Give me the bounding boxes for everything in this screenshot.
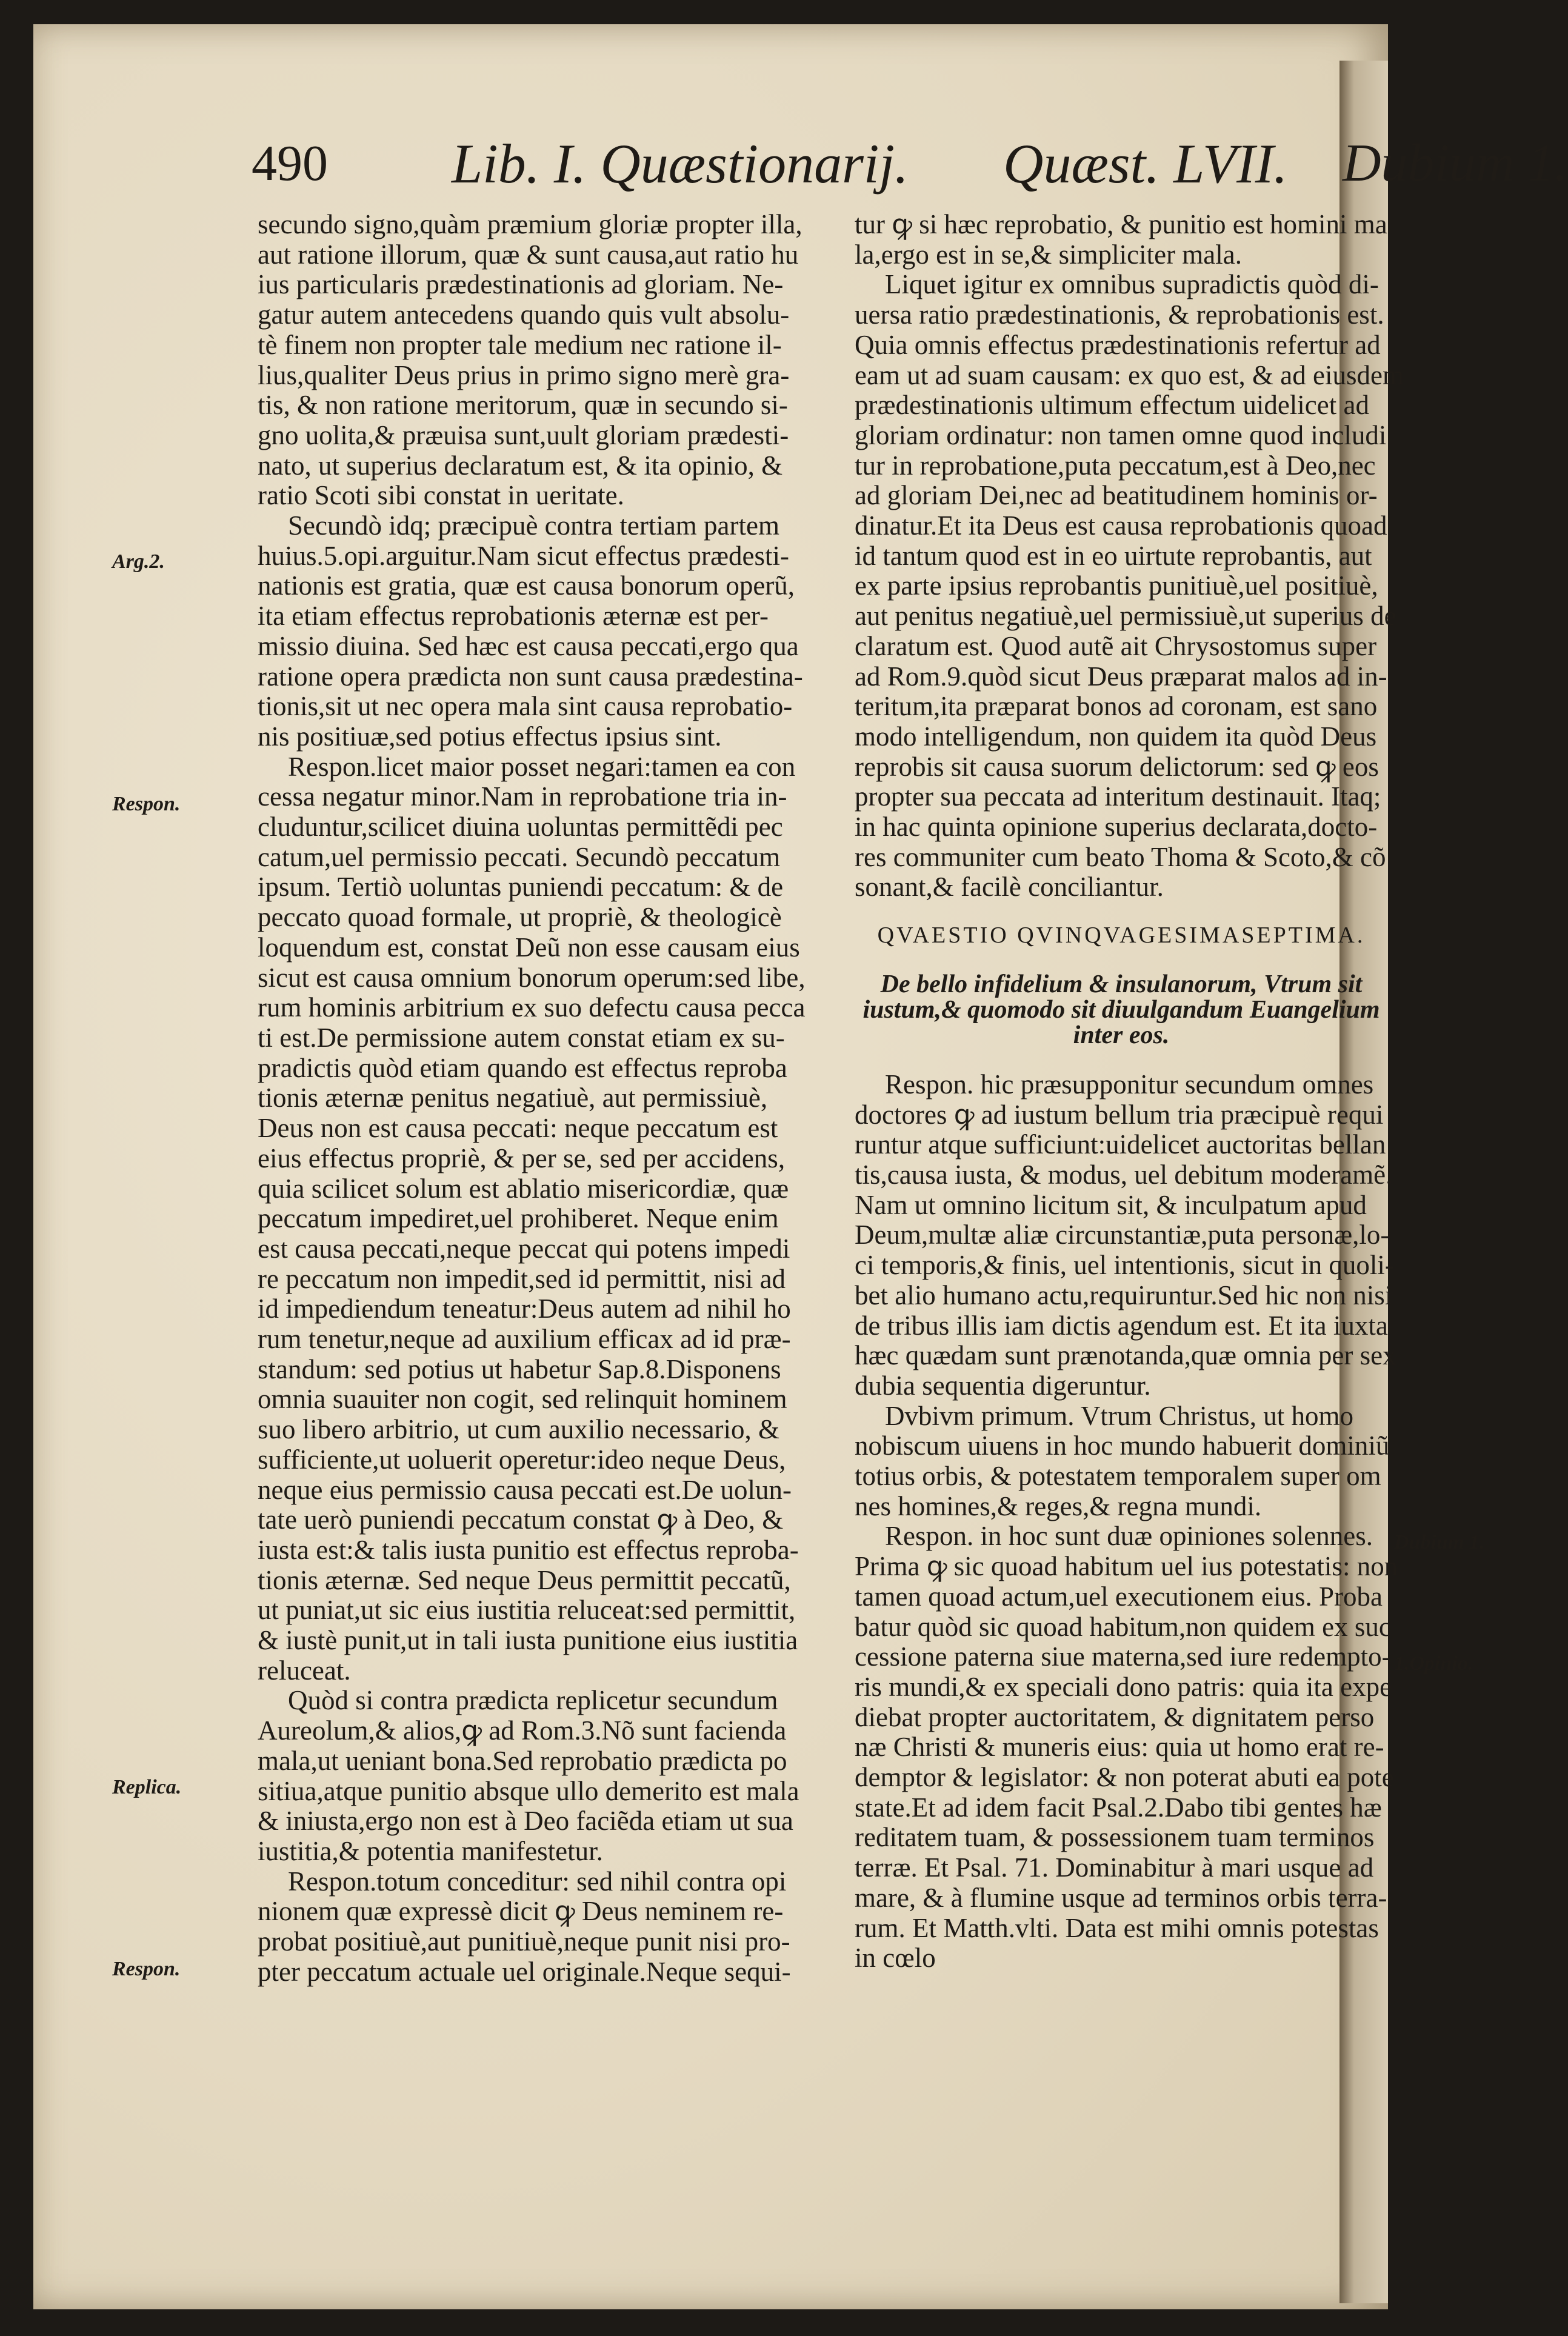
running-header: [252, 121, 1568, 206]
text-line: tionis æternæ penitus negatiuè, aut permissiuè,: [258, 1083, 768, 1113]
text-line: quia scilicet solum est ablatio misericordiæ, quæ: [258, 1173, 789, 1204]
right-column-text-b: [855, 1069, 1398, 1974]
question-title: QVAESTIO QVINQVAGESIMASEPTIMA.: [877, 923, 1366, 949]
text-line: probat positiuè,aut punitiuè,neque punit nisi pro-: [258, 1926, 790, 1957]
text-line: ris mundi,& ex speciali dono patris: quia ita expe: [855, 1671, 1392, 1702]
text-line: tis, & non ratione meritorum, quæ in secundo si-: [258, 390, 788, 421]
margin-note-dubium: Dubium 1.: [1394, 1531, 1485, 1553]
text-line: Liquet igitur ex omnibus supradictis quòd di-: [885, 269, 1379, 300]
header-question: Quæst. LVII.: [1003, 133, 1288, 195]
text-line: catum,uel permissio peccati. Secundò peccatum: [258, 841, 781, 872]
text-line: ci temporis,& finis, uel intentionis, sicut in quoli-: [855, 1250, 1394, 1281]
text-line: Aureolum,& alios,ꝙ ad Rom.3.Nõ sunt facienda: [258, 1715, 787, 1746]
text-line: cessione paterna siue materna,sed iure redempto-: [855, 1641, 1391, 1672]
text-line: nes homines,& reges,& regna mundi.: [855, 1490, 1262, 1521]
header-book: Lib. I. Quæstionarij.: [452, 133, 909, 195]
text-line: la,ergo est in se,& simpliciter mala.: [855, 239, 1243, 270]
margin-note-arg: Arg.2.: [112, 550, 165, 573]
text-line: doctores ꝙ ad iustum bellum tria præcipuè requi: [855, 1099, 1384, 1130]
text-line: reditatem tuam, & possessionem tuam terminos: [855, 1822, 1375, 1853]
text-line: & iniusta,ergo non est à Deo faciẽda etiam ut sua: [258, 1806, 793, 1837]
text-line: missio diuina. Sed hæc est causa peccati,ergo qua: [258, 630, 799, 661]
text-line: næ Christi & muneris eius: quia ut homo erat re-: [855, 1732, 1384, 1763]
text-line: terræ. Et Psal. 71. Dominabitur à mari usque ad: [855, 1852, 1374, 1883]
text-line: totius orbis, & potestatem temporalem super om: [855, 1461, 1381, 1492]
text-line: Nam ut omnino licitum sit, & inculpatum apud: [855, 1189, 1367, 1220]
text-line: standum: sed potius ut habetur Sap.8.Disponens: [258, 1353, 781, 1384]
text-line: prædestinationis ultimum effectum uidelicet ad: [855, 390, 1369, 421]
text-line: teritum,ita præparat bonos ad coronam, est sano: [855, 691, 1378, 722]
text-line: runtur atque sufficiunt:uidelicet auctoritas bellan: [855, 1129, 1386, 1160]
text-line: neque eius permissio causa peccati est.De uolun-: [258, 1474, 792, 1505]
text-line: gatur autem antecedens quando quis vult absolu-: [258, 299, 790, 330]
text-line: loquendum est, constat Deũ non esse causam eius: [258, 932, 800, 963]
text-line: Prima ꝙ sic quoad habitum uel ius potestatis: non: [855, 1551, 1398, 1582]
text-line: propter sua peccata ad interitum destinauit. Itaq;: [855, 781, 1381, 812]
text-line: res communiter cum beato Thoma & Scoto,& cõ: [855, 841, 1386, 872]
text-line: ius particularis prædestinationis ad gloriam. Ne-: [258, 269, 784, 300]
text-line: tè finem non propter tale medium nec ratione il-: [258, 329, 782, 360]
text-line: pradictis quòd etiam quando est effectus reproba: [258, 1052, 787, 1083]
text-line: nato, ut superius declaratum est, & ita opinio, &: [258, 450, 783, 481]
right-text-column: [855, 209, 1404, 1974]
text-line: sicut est causa omnium bonorum operum:sed libe,: [258, 962, 806, 993]
header-dubium: Dubium 1.: [1343, 134, 1568, 193]
text-line: eius effectus propriè, & per se, sed per accidens,: [258, 1143, 786, 1173]
text-line: gloriam ordinatur: non tamen omne quod includi: [855, 419, 1387, 450]
text-line: cluduntur,scilicet diuina uoluntas permittẽdi pec: [258, 812, 783, 843]
text-line: id impediendum teneatur:Deus autem ad nihil ho: [258, 1293, 791, 1324]
right-column-text-a: [855, 209, 1404, 903]
text-line: tionis æternæ. Sed neque Deus permittit peccatũ,: [258, 1564, 791, 1595]
text-line: lius,qualiter Deus prius in primo signo merè gra-: [258, 359, 790, 390]
text-line: nationis est gratia, quæ est causa bonorum operũ,: [258, 570, 795, 601]
text-line: ad gloriam Dei,nec ad beatitudinem hominis or-: [855, 480, 1378, 511]
margin-note-respon-2: Respon.: [112, 1958, 181, 1980]
text-line: ratione opera prædicta non sunt causa prædestina-: [258, 661, 803, 692]
page-number: 490: [252, 135, 328, 192]
text-line: Respon.licet maior posset negari:tamen ea con: [288, 751, 796, 782]
text-line: rum hominis arbitrium ex suo defectu causa pecca: [258, 992, 806, 1023]
text-line: ipsum. Tertiò uoluntas puniendi peccatum: & de: [258, 872, 784, 903]
text-line: suo libero arbitrio, ut cum auxilio necessario, &: [258, 1414, 780, 1445]
text-line: in hac quinta opinione superius declarata,docto-: [855, 812, 1378, 843]
text-line: Dvbivm primum. Vtrum Christus, ut homo: [885, 1400, 1353, 1431]
text-line: nis positiuæ,sed potius effectus ipsius sint.: [258, 721, 722, 752]
text-line: hæc quædam sunt prænotanda,quæ omnia per sex: [855, 1340, 1396, 1371]
text-line: Respon. in hoc sunt duæ opiniones solennes.: [885, 1521, 1373, 1552]
text-line: peccato quoad formale, ut propriè, & theologicè: [258, 902, 782, 933]
text-line: tur in reprobatione,puta peccatum,est à Deo,nec: [855, 450, 1376, 481]
text-line: batur quòd sic quoad habitum,non quidem ex suc: [855, 1611, 1391, 1642]
text-line: tur ꝙ si hæc reprobatio, & punitio est homini ma: [855, 209, 1387, 239]
text-line: Respon.totum conceditur: sed nihil contra opi: [288, 1866, 787, 1897]
text-line: tamen quoad actum,uel executionem eius. Proba: [855, 1581, 1383, 1612]
text-line: ut puniat,ut sic eius iustitia reluceat:sed permittit,: [258, 1595, 796, 1626]
text-line: reprobis sit causa suorum delictorum: sed ꝙ eos: [855, 751, 1379, 782]
text-line: reluceat.: [258, 1655, 351, 1686]
text-line: dinatur.Et ita Deus est causa reprobationis quoad: [855, 510, 1387, 541]
text-line: nionem quæ expressè dicit ꝙ Deus neminem re-: [258, 1896, 784, 1927]
text-line: pter peccatum actuale uel originale.Neque sequi-: [258, 1956, 791, 1987]
text-line: ti est.De permissione autem constat etiam ex su-: [258, 1022, 785, 1053]
text-line: demptor & legislator: & non poterat abuti ea pote: [855, 1762, 1394, 1793]
text-line: & iustè punit,ut in tali iusta punitione eius iustitia: [258, 1625, 798, 1656]
text-line: Quia omnis effectus prædestinationis refertur ad: [855, 329, 1381, 360]
text-line: eam ut ad suam causam: ex quo est, & ad eiusdem: [855, 359, 1404, 390]
margin-note-respon: Respon.: [112, 793, 181, 815]
text-line: mala,ut ueniant bona.Sed reprobatio prædicta po: [258, 1745, 787, 1776]
text-line: uersa ratio prædestinationis, & reprobationis est.: [855, 299, 1384, 330]
text-line: bet alio humano actu,requiruntur.Sed hic non nisi: [855, 1280, 1393, 1310]
text-line: id tantum quod est in eo uirtute reprobantis, aut: [855, 540, 1372, 571]
text-line: dubia sequentia digeruntur.: [855, 1370, 1151, 1401]
text-line: nobiscum uiuens in hoc mundo habuerit dominiũ: [855, 1430, 1390, 1461]
question-subtitle: De bello infidelium & insulanorum, Vtrum sit iustum,& quomodo sit diuulgandum Euangelium inter eos.: [862, 970, 1380, 1049]
text-line: Secundò idq; præcipuè contra tertiam partem: [288, 510, 779, 541]
margin-note-replica: Replica.: [112, 1776, 182, 1798]
text-line: sonant,& facilè conciliantur.: [855, 872, 1164, 903]
text-line: est causa peccati,neque peccat qui potens impedi: [258, 1233, 790, 1264]
text-line: ita etiam effectus reprobationis æternæ est per-: [258, 601, 769, 632]
text-line: peccatum impediret,uel prohiberet. Neque enim: [258, 1203, 779, 1234]
text-line: Quòd si contra prædicta replicetur secundum: [288, 1685, 778, 1716]
text-line: secundo signo,quàm præmium gloriæ propter illa,: [258, 209, 802, 239]
text-line: sitiua,atque punitio absque ullo demerito est mala: [258, 1775, 799, 1806]
text-line: ratio Scoti sibi constat in ueritate.: [258, 480, 624, 511]
margin-note-opinio: 1.Opinio.: [1394, 1652, 1473, 1675]
text-line: modo intelligendum, non quidem ita quòd Deus: [855, 721, 1377, 752]
text-line: tionis,sit ut nec opera mala sint causa reprobatio-: [258, 691, 793, 722]
text-line: ad Rom.9.quòd sicut Deus præparat malos ad in-: [855, 661, 1387, 692]
text-line: rum tenetur,neque ad auxilium efficax ad id præ-: [258, 1324, 791, 1355]
text-line: sufficiente,ut uoluerit operetur:ideo neque Deus,: [258, 1444, 786, 1475]
text-line: re peccatum non impedit,sed id permittit, nisi ad: [258, 1263, 786, 1294]
text-line: diebat propter auctoritatem, & dignitatem perso: [855, 1701, 1375, 1732]
text-line: omnia suauiter non cogit, sed relinquit hominem: [258, 1384, 787, 1415]
text-line: de tribus illis iam dictis agendum est. Et ita iuxta: [855, 1310, 1388, 1341]
text-line: Deum,multæ aliæ circunstantiæ,puta personæ,lo-: [855, 1220, 1390, 1250]
text-line: aut penitus negatiuè,uel permissiuè,ut superius de: [855, 601, 1396, 632]
text-line: state.Et ad idem facit Psal.2.Dabo tibi gentes hæ: [855, 1792, 1382, 1823]
text-line: in cœlo: [855, 1943, 936, 1974]
text-line: tate uerò puniendi peccatum constat ꝙ à Deo, &: [258, 1504, 784, 1535]
left-text-column: [258, 210, 818, 1987]
text-line: gno uolita,& præuisa sunt,uult gloriam prædesti-: [258, 419, 789, 450]
text-line: Respon. hic præsupponitur secundum omnes: [885, 1069, 1374, 1100]
text-line: iustitia,& potentia manifestetur.: [258, 1835, 603, 1866]
text-line: tis,causa iusta, & modus, uel debitum moderamẽ.: [855, 1159, 1393, 1190]
text-line: ex parte ipsius reprobantis punitiuè,uel positiuè,: [855, 570, 1378, 601]
text-line: claratum est. Quod autẽ ait Chrysostomus super: [855, 630, 1377, 661]
text-line: cessa negatur minor.Nam in reprobatione tria in-: [258, 781, 787, 812]
text-line: iusta est:& talis iusta punitio est effectus reproba-: [258, 1534, 799, 1565]
text-line: huius.5.opi.arguitur.Nam sicut effectus prædesti-: [258, 540, 789, 571]
text-line: Deus non est causa peccati: neque peccatum est: [258, 1113, 778, 1144]
text-line: mare, & à flumine usque ad terminos orbis terra-: [855, 1882, 1387, 1913]
text-line: aut ratione illorum, quæ & sunt causa,aut ratio hu: [258, 239, 799, 270]
text-line: rum. Et Matth.vlti. Data est mihi omnis potestas: [855, 1912, 1379, 1943]
book-page: [33, 24, 1568, 2309]
